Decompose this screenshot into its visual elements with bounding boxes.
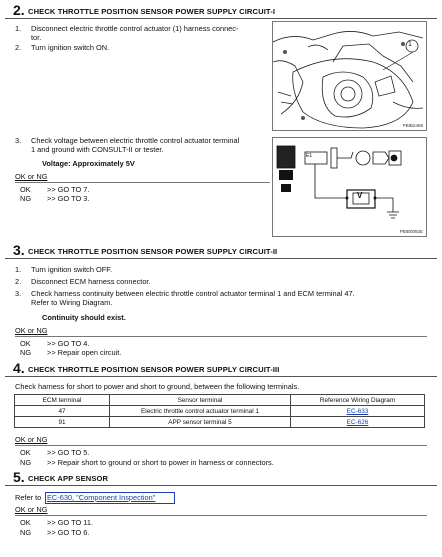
section-5-header [5, 469, 437, 486]
section-number: 5. [13, 469, 25, 485]
ok-or-ng-label: OK or NG [15, 326, 48, 335]
voltmeter-label: V [357, 191, 363, 200]
result-value: >> GO TO 6. [47, 528, 90, 537]
table-cell: Electric throttle control actuator terminal 1 [110, 406, 291, 417]
result-key: OK [20, 339, 31, 348]
table-cell [291, 417, 425, 428]
table-row [15, 417, 425, 428]
section-title: CHECK THROTTLE POSITION SENSOR POWER SUPPLY CIRCUIT-II [28, 247, 278, 256]
column-header: Sensor terminal [110, 395, 291, 406]
result-key: OK [20, 185, 31, 194]
refer-prefix: Refer to [15, 493, 42, 502]
terminal-table [14, 394, 425, 428]
figure-code: PBIB2469 [402, 123, 423, 128]
table-cell: 47 [15, 406, 110, 417]
result-key: NG [20, 528, 32, 537]
section-3-header [5, 242, 437, 259]
step-text: Check harness continuity between electric throttle control actuator terminal 1 and ECM terminal 47. [31, 289, 355, 298]
step-number: 2. [15, 43, 22, 52]
step-text: Turn ignition switch ON. [31, 43, 110, 52]
connector-label: E1 [306, 153, 313, 159]
divider [15, 336, 427, 337]
table-row [15, 406, 425, 417]
result-key: NG [20, 194, 32, 203]
result-key: NG [20, 458, 32, 467]
result-key: NG [20, 348, 32, 357]
intro-text: Check harness for short to power and short to ground, between the following terminals. [15, 382, 300, 391]
result-key: OK [20, 518, 31, 527]
section-number: 4. [13, 360, 25, 376]
wiring-diagram-link[interactable]: EC-633 [346, 407, 369, 415]
result-value: >> GO TO 5. [47, 448, 90, 457]
voltage-check-diagram [272, 137, 427, 237]
spec-text: Continuity should exist. [42, 313, 126, 322]
divider [15, 445, 427, 446]
table-cell: APP sensor terminal 5 [110, 417, 291, 428]
result-value: >> GO TO 3. [47, 194, 90, 203]
step-number: 1. [15, 24, 22, 33]
section-title: CHECK APP SENSOR [28, 474, 109, 483]
result-value: >> GO TO 4. [47, 339, 90, 348]
spec-text: Voltage: Approximately 5V [42, 159, 135, 168]
result-value: >> GO TO 11. [47, 518, 94, 527]
step-text: 1 and ground with CONSULT-II or tester. [31, 145, 164, 154]
step-text: Check voltage between electric throttle control actuator terminal [31, 136, 240, 145]
component-inspection-link[interactable]: EC-630, "Component Inspection" [47, 493, 156, 502]
step-text: Turn ignition switch OFF. [31, 265, 113, 274]
result-key: OK [20, 448, 31, 457]
divider [15, 515, 427, 516]
step-number: 2. [15, 277, 22, 286]
step-number: 1. [15, 265, 22, 274]
step-text: Refer to Wiring Diagram. [31, 298, 113, 307]
throttle-actuator-illustration [272, 21, 427, 131]
section-2-header [5, 2, 437, 19]
step-text: tor. [31, 33, 42, 42]
section-number: 2. [13, 2, 25, 18]
step-text: Disconnect electric throttle control actuator (1) harness connec- [31, 24, 239, 33]
ok-or-ng-label: OK or NG [15, 435, 48, 444]
section-title: CHECK THROTTLE POSITION SENSOR POWER SUPPLY CIRCUIT-III [28, 365, 280, 374]
table-cell [291, 406, 425, 417]
section-number: 3. [13, 242, 25, 258]
column-header: ECM terminal [15, 395, 110, 406]
figure-code: PBIB0082E [399, 229, 423, 234]
callout-number: 1 [408, 41, 412, 48]
step-number: 3. [15, 289, 22, 298]
result-value: >> Repair open circuit. [47, 348, 122, 357]
column-header: Reference Wiring Diagram [291, 395, 425, 406]
result-value: >> Repair short to ground or short to power in harness or connectors. [47, 458, 274, 467]
step-number: 3. [15, 136, 22, 145]
table-header-row [15, 395, 425, 406]
result-value: >> GO TO 7. [47, 185, 90, 194]
wiring-diagram-link[interactable]: EC-626 [346, 418, 369, 426]
ok-or-ng-label: OK or NG [15, 172, 48, 181]
ok-or-ng-label: OK or NG [15, 505, 48, 514]
table-cell: 91 [15, 417, 110, 428]
step-text: Disconnect ECM harness connector. [31, 277, 151, 286]
section-4-header [5, 360, 437, 377]
divider [15, 182, 270, 183]
section-title: CHECK THROTTLE POSITION SENSOR POWER SUPPLY CIRCUIT-I [28, 7, 276, 16]
